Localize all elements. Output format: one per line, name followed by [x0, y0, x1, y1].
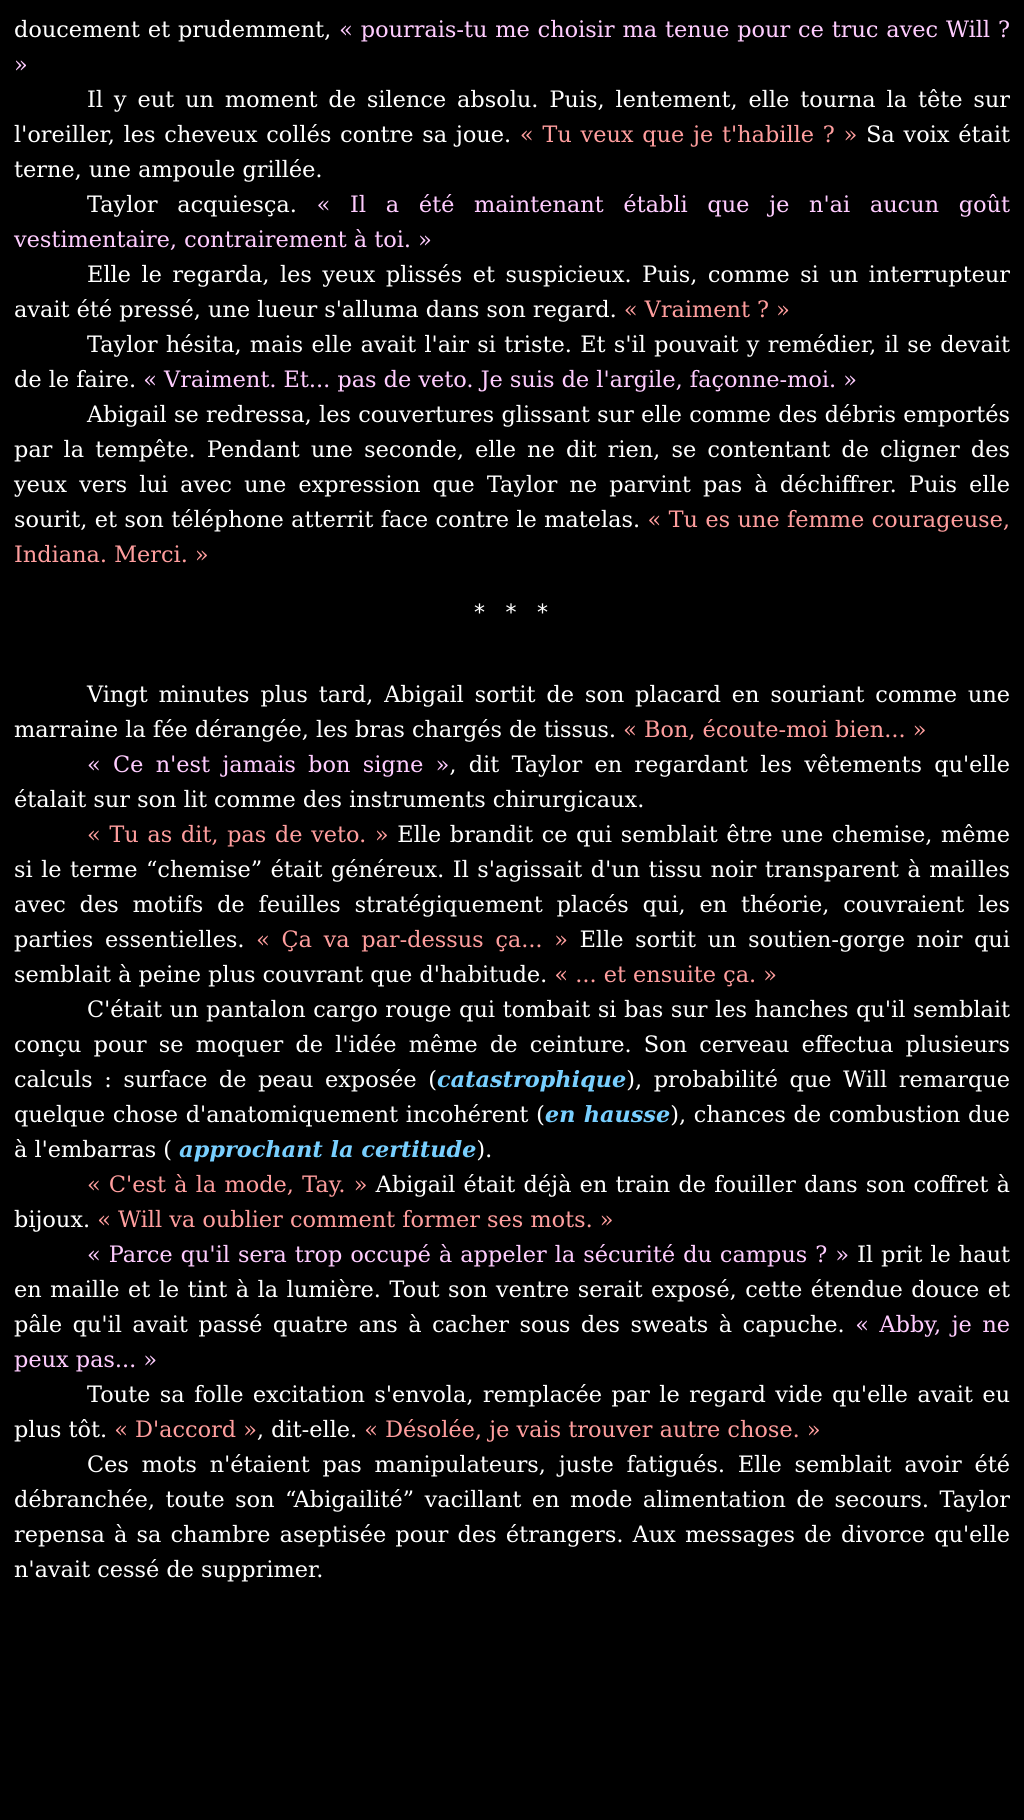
narration-text: Sa voix était terne, une ampoule grillée. — [14, 122, 1011, 183]
narration-text: ). — [476, 1137, 493, 1163]
inner-thought: en hausse — [544, 1102, 671, 1128]
paragraph — [14, 83, 1010, 188]
abigail-dialogue: « Bon, écoute-moi bien... » — [623, 717, 927, 743]
paragraph — [14, 748, 1010, 818]
narration-text: doucement et prudemment, — [14, 17, 340, 43]
abigail-dialogue: « C'est à la mode, Tay. » — [87, 1172, 368, 1198]
taylor-dialogue: « Abby, je ne peux pas... » — [14, 1312, 1011, 1373]
narration-text: Abigail était déjà en train de fouiller dans son coffret à bijoux. — [14, 1172, 1010, 1233]
paragraph — [14, 188, 1010, 258]
narration-text: Elle brandit ce qui semblait être une chemise, même si le terme “chemise” était généreux. Il s'agissait d'un tissu noir transparent à mailles avec des motifs de feuilles stratégiquement placés qui, en théorie, couvraient les parties essentielles. — [14, 822, 1010, 953]
narration-text: ), chances de combustion due à l'embarras ( — [14, 1102, 1011, 1163]
abigail-dialogue: « ... et ensuite ça. » — [554, 962, 777, 988]
inner-thought: catastrophique — [436, 1067, 627, 1093]
scene-break-asterisks: * * * — [472, 601, 552, 626]
paragraph — [14, 1238, 1010, 1378]
paragraph — [14, 13, 1010, 83]
scene-break — [14, 573, 1010, 678]
narration-text: Toute sa folle excitation s'envola, remplacée par le regard vide qu'elle avait eu plus tôt. — [14, 1382, 1010, 1443]
narration-text: Il prit le haut en maille et le tint à la lumière. Tout son ventre serait exposé, cette étendue douce et pâle qu'il avait passé quatre ans à cacher sous des sweats à capuche. — [14, 1242, 1010, 1338]
paragraph — [14, 1448, 1010, 1588]
narration-text: Taylor hésita, mais elle avait l'air si triste. Et s'il pouvait y remédier, il se devait de le faire. — [14, 332, 1010, 393]
inner-thought: approchant la certitude — [179, 1137, 477, 1163]
taylor-dialogue: « Parce qu'il sera trop occupé à appeler la sécurité du campus ? » — [87, 1242, 850, 1268]
taylor-dialogue: « Il a été maintenant établi que je n'ai aucun goût vestimentaire, contrairement à toi. » — [14, 192, 1010, 253]
abigail-dialogue: « Vraiment ? » — [623, 297, 790, 323]
paragraph — [14, 398, 1010, 573]
narration-text: Vingt minutes plus tard, Abigail sortit de son placard en souriant comme une marraine la fée dérangée, les bras chargés de tissus. — [14, 682, 1010, 743]
abigail-dialogue: « Tu as dit, pas de veto. » — [87, 822, 389, 848]
paragraph — [14, 258, 1010, 328]
paragraph — [14, 328, 1010, 398]
abigail-dialogue: « Ça va par-dessus ça... » — [256, 927, 568, 953]
narration-text: Taylor acquiesça. — [87, 192, 317, 218]
taylor-dialogue: « Ce n'est jamais bon signe » — [87, 752, 450, 778]
abigail-dialogue: « Tu veux que je t'habille ? » — [519, 122, 858, 148]
narration-text: , dit-elle. — [256, 1417, 365, 1443]
narration-text: Elle sortit un soutien-gorge noir qui semblait à peine plus couvrant que d'habitude. — [14, 927, 1010, 988]
paragraph — [14, 678, 1010, 748]
taylor-dialogue: « Vraiment. Et... pas de veto. Je suis de l'argile, façonne-moi. » — [143, 367, 857, 393]
abigail-dialogue: « Désolée, je vais trouver autre chose. » — [364, 1417, 821, 1443]
text-block-before-break — [14, 13, 1010, 573]
narration-text: , dit Taylor en regardant les vêtements qu'elle étalait sur son lit comme des instruments chirurgicaux. — [14, 752, 1010, 813]
narration-text: Elle le regarda, les yeux plissés et suspicieux. Puis, comme si un interrupteur avait été pressé, une lueur s'alluma dans son regard. — [14, 262, 1010, 323]
abigail-dialogue: « Will va oublier comment former ses mots. » — [97, 1207, 614, 1233]
taylor-dialogue: « pourrais-tu me choisir ma tenue pour ce truc avec Will ? » — [14, 17, 1010, 78]
narration-text: Ces mots n'étaient pas manipulateurs, juste fatigués. Elle semblait avoir été débranchée, toute son “Abigailité” vacillant en mode alimentation de secours. Taylor repensa à sa chambre aseptisée pour des étrangers. Aux messages de divorce qu'elle n'avait cessé de supprimer. — [14, 1452, 1010, 1583]
abigail-dialogue: « D'accord » — [114, 1417, 257, 1443]
paragraph — [14, 1378, 1010, 1448]
paragraph — [14, 1168, 1010, 1238]
narration-text: ), probabilité que Will remarque quelque chose d'anatomiquement incohérent ( — [14, 1067, 1010, 1128]
text-block-after-break — [14, 678, 1010, 1588]
paragraph — [14, 993, 1010, 1168]
narration-text: Abigail se redressa, les couvertures glissant sur elle comme des débris emportés par la tempête. Pendant une seconde, elle ne dit rien, se contentant de cligner des yeux vers lui avec une expression que Taylor ne parvint pas à déchiffrer. Puis elle sourit, et son téléphone atterrit face contre le matelas. — [14, 402, 1010, 533]
abigail-dialogue: « Tu es une femme courageuse, Indiana. Merci. » — [14, 507, 1010, 568]
paragraph — [14, 818, 1010, 993]
narration-text: C'était un pantalon cargo rouge qui tombait si bas sur les hanches qu'il semblait conçu pour se moquer de l'idée même de ceinture. Son cerveau effectua plusieurs calculs : surface de peau exposée ( — [14, 997, 1010, 1093]
narration-text: Il y eut un moment de silence absolu. Puis, lentement, elle tourna la tête sur l'oreiller, les cheveux collés contre sa joue. — [14, 87, 1010, 148]
